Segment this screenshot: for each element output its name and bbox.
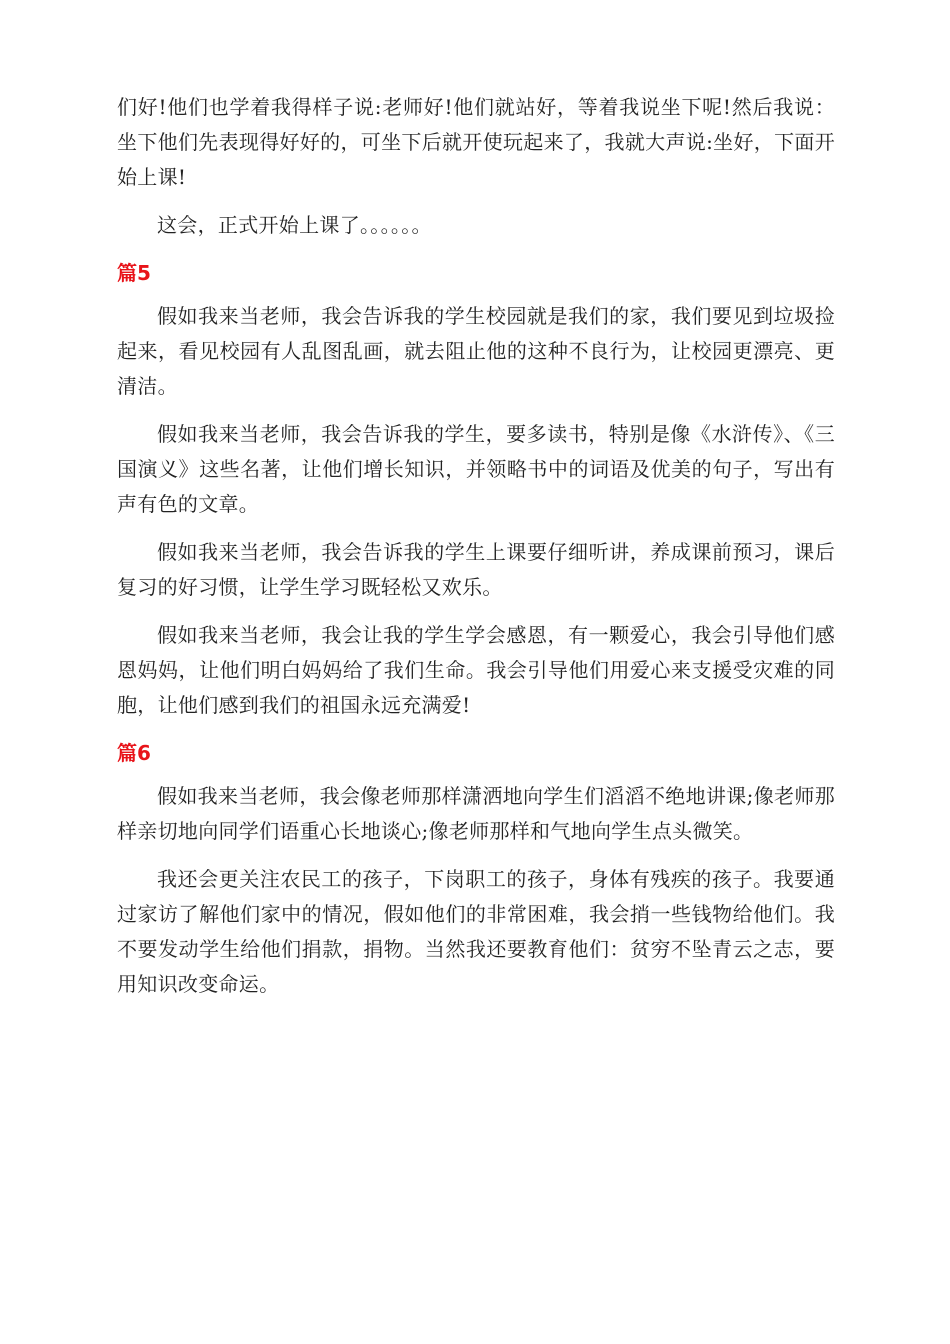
section6-paragraph-1: 假如我来当老师，我会像老师那样潇洒地向学生们滔滔不绝地讲课;像老师那样亲切地向同学们语重心长地谈心;像老师那样和气地向学生点头微笑。	[117, 784, 835, 843]
paragraph-intro-continuation: 们好!他们也学着我得样子说:老师好!他们就站好，等着我说坐下呢!然后我说：坐下他们先表现得好好的，可坐下后就开使玩起来了，我就大声说:坐好，下面开始上课!	[117, 95, 835, 189]
section5-paragraph-2: 假如我来当老师，我会告诉我的学生，要多读书，特别是像《水浒传》、《三国演义》这些名著，让他们增长知识，并领略书中的词语及优美的句子，写出有声有色的文章。	[117, 422, 835, 516]
section6-paragraph-2: 我还会更关注农民工的孩子，下岗职工的孩子，身体有残疾的孩子。我要通过家访了解他们家中的情况，假如他们的非常困难，我会捎一些钱物给他们。我不要发动学生给他们捐款，捐物。当然我还要教育他们：贫穷不坠青云之志，要用知识改变命运。	[117, 867, 835, 996]
section-heading-6: 篇6	[117, 741, 151, 765]
section5-paragraph-4: 假如我来当老师，我会让我的学生学会感恩，有一颗爱心，我会引导他们感恩妈妈，让他们明白妈妈给了我们生命。我会引导他们用爱心来支援受灾难的同胞，让他们感到我们的祖国永远充满爱!	[117, 623, 835, 717]
section5-paragraph-3: 假如我来当老师，我会告诉我的学生上课要仔细听讲，养成课前预习，课后复习的好习惯，让学生学习既轻松又欢乐。	[117, 540, 835, 599]
paragraph-intro-end: 这会，正式开始上课了。。。。。。	[157, 213, 432, 237]
section-heading-5: 篇5	[117, 261, 151, 285]
document-page	[117, 90, 835, 1015]
section5-paragraph-1: 假如我来当老师，我会告诉我的学生校园就是我们的家，我们要见到垃圾捡起来，看见校园有人乱图乱画，就去阻止他的这种不良行为，让校园更漂亮、更清洁。	[117, 304, 835, 398]
